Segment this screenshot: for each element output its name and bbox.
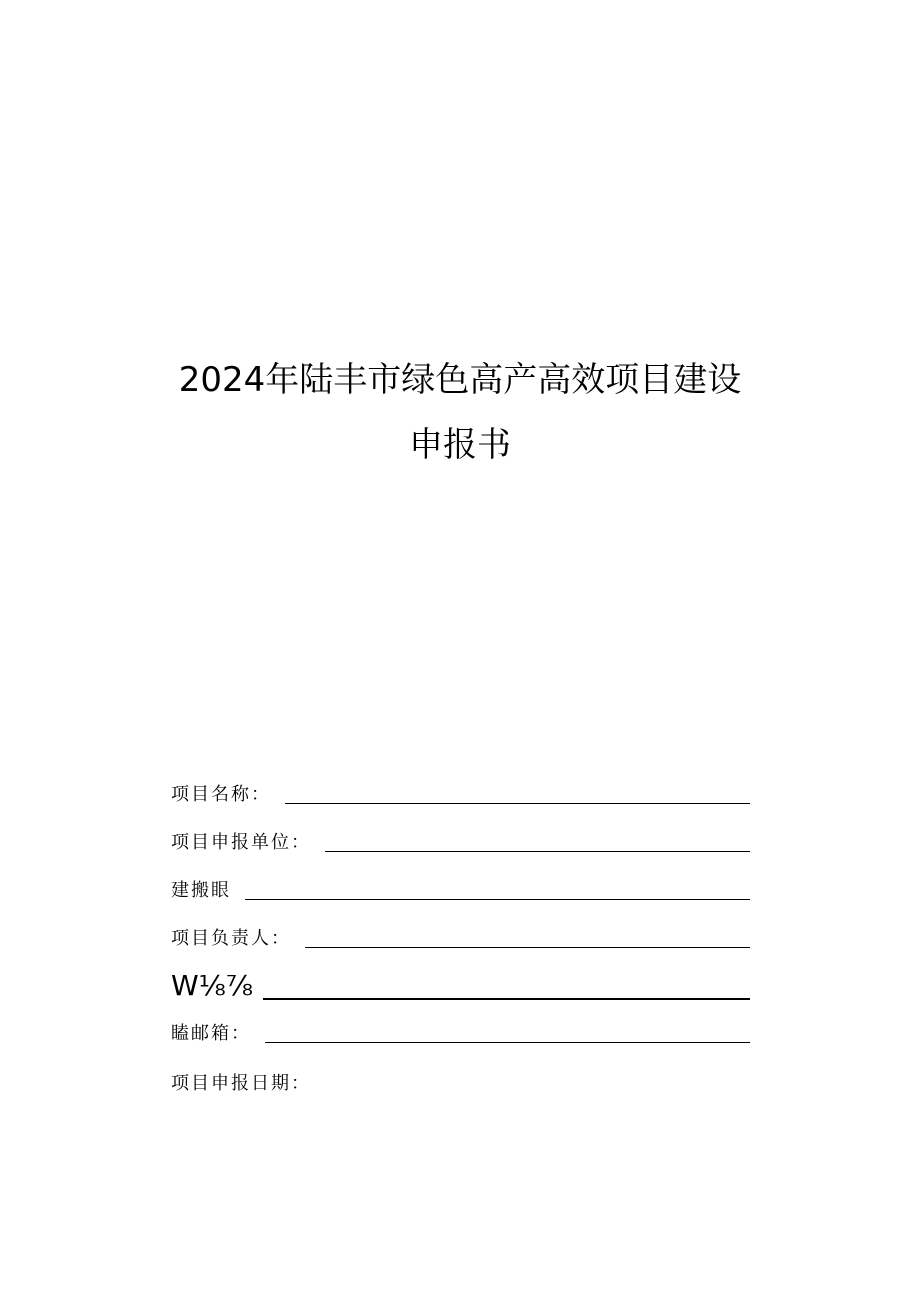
field-underline-project-name	[285, 802, 750, 804]
field-application-date	[171, 1075, 750, 1093]
field-applicant-unit	[171, 834, 750, 852]
field-underline-email	[265, 1041, 750, 1043]
field-email	[171, 1025, 750, 1043]
field-label-project-leader: 项目负责人：	[171, 928, 291, 949]
field-label-construction-site: 建搬眼	[171, 880, 231, 901]
field-label-email: 瞌邮箱：	[171, 1023, 251, 1044]
field-label-applicant-unit: 项目申报单位：	[171, 832, 311, 853]
field-underline-contact-phone	[263, 997, 750, 1000]
field-label-application-date: 项目申报日期：	[171, 1073, 311, 1094]
field-underline-applicant-unit	[325, 850, 750, 852]
field-label-contact-phone: W⅛⅞	[171, 969, 253, 1002]
field-underline-project-leader	[305, 946, 750, 948]
field-label-project-name: 项目名称：	[171, 784, 271, 805]
document-title-line-1: 2024年陆丰市绿色高产高效项目建设	[178, 360, 742, 400]
field-project-name	[171, 786, 750, 804]
field-construction-site	[171, 882, 750, 900]
field-underline-construction-site	[245, 898, 750, 900]
field-project-leader	[171, 930, 750, 948]
field-contact-phone	[171, 969, 750, 1002]
document-title-line-2: 申报书	[409, 425, 511, 465]
